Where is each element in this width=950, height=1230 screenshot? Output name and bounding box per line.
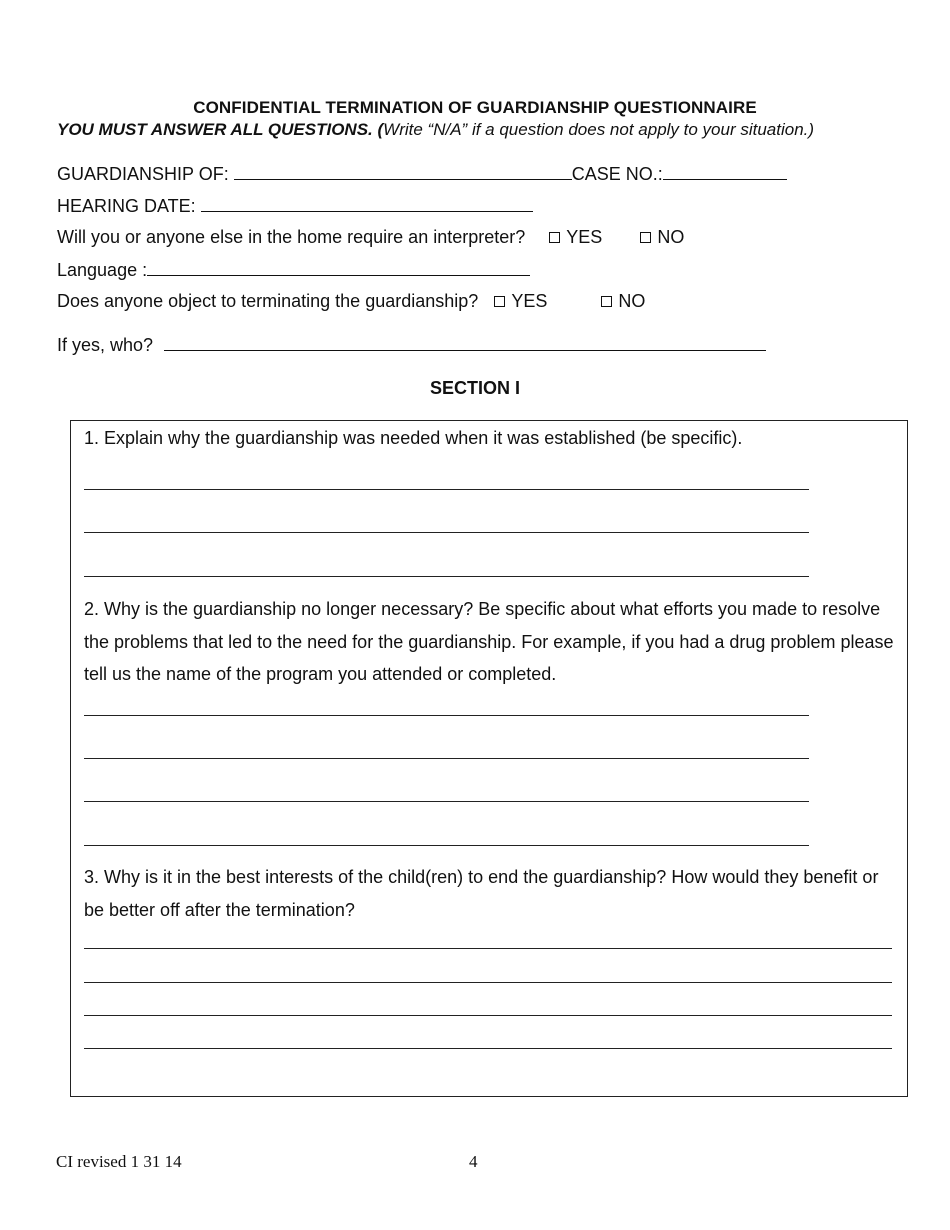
interpreter-yes-label: YES: [566, 227, 603, 247]
guardianship-of-row: [57, 163, 787, 185]
page-number: 4: [469, 1152, 478, 1171]
form-instructions: [57, 120, 814, 140]
object-question: Does anyone object to terminating the guardianship?: [57, 291, 479, 311]
object-yes-checkbox[interactable]: [494, 296, 505, 307]
language-row: [57, 259, 530, 281]
answer-line[interactable]: [84, 1048, 892, 1049]
answer-line[interactable]: [84, 801, 809, 802]
interpreter-no-label: NO: [657, 227, 685, 247]
interpreter-question: Will you or anyone else in the home require an interpreter?: [57, 227, 526, 247]
interpreter-yes-checkbox[interactable]: [549, 232, 560, 243]
answer-line[interactable]: [84, 1015, 892, 1016]
form-title: CONFIDENTIAL TERMINATION OF GUARDIANSHIP QUESTIONNAIRE: [193, 98, 757, 117]
hearing-date-row: [57, 195, 533, 217]
object-yes-label: YES: [511, 291, 548, 311]
hearing-date-field[interactable]: [201, 195, 533, 212]
object-no-label: NO: [618, 291, 646, 311]
if-yes-who-row: [57, 334, 766, 356]
instruction-note: Write “N/A” if a question does not apply to your situation.): [383, 120, 815, 139]
question-1: 1. Explain why the guardianship was needed when it was established (be specific).: [84, 428, 743, 448]
guardianship-of-field[interactable]: [234, 163, 572, 180]
answer-line[interactable]: [84, 948, 892, 949]
question-2: 2. Why is the guardianship no longer necessary? Be specific about what efforts you made to resolve the problems that led to the need for the guardianship. For example, if you had a drug problem please tell us the name of the program you attended or completed.: [84, 599, 894, 684]
instruction-bold: YOU MUST ANSWER ALL QUESTIONS.: [57, 120, 373, 139]
interpreter-row: [57, 227, 684, 248]
if-yes-who-field[interactable]: [164, 334, 766, 351]
answer-line[interactable]: [84, 532, 809, 533]
case-no-field[interactable]: [663, 163, 787, 180]
case-no-label: CASE NO.:: [571, 164, 663, 184]
revision-note: CI revised 1 31 14: [56, 1152, 182, 1171]
answer-line[interactable]: [84, 845, 809, 846]
question-3: 3. Why is it in the best interests of the child(ren) to end the guardianship? How would they benefit or be better off after the termination?: [84, 867, 879, 920]
section-title: SECTION I: [429, 378, 520, 398]
language-label: Language :: [57, 260, 148, 280]
instruction-paren: (: [372, 120, 384, 139]
hearing-date-label: HEARING DATE:: [57, 196, 196, 216]
object-no-checkbox[interactable]: [601, 296, 612, 307]
answer-line[interactable]: [84, 982, 892, 983]
answer-line[interactable]: [84, 489, 809, 490]
answer-line[interactable]: [84, 758, 809, 759]
answer-line[interactable]: [84, 715, 809, 716]
guardianship-of-label: GUARDIANSHIP OF:: [57, 164, 229, 184]
language-field[interactable]: [147, 259, 530, 276]
object-row: [57, 291, 645, 312]
interpreter-no-checkbox[interactable]: [640, 232, 651, 243]
if-yes-who-label: If yes, who?: [57, 335, 154, 355]
answer-line[interactable]: [84, 576, 809, 577]
